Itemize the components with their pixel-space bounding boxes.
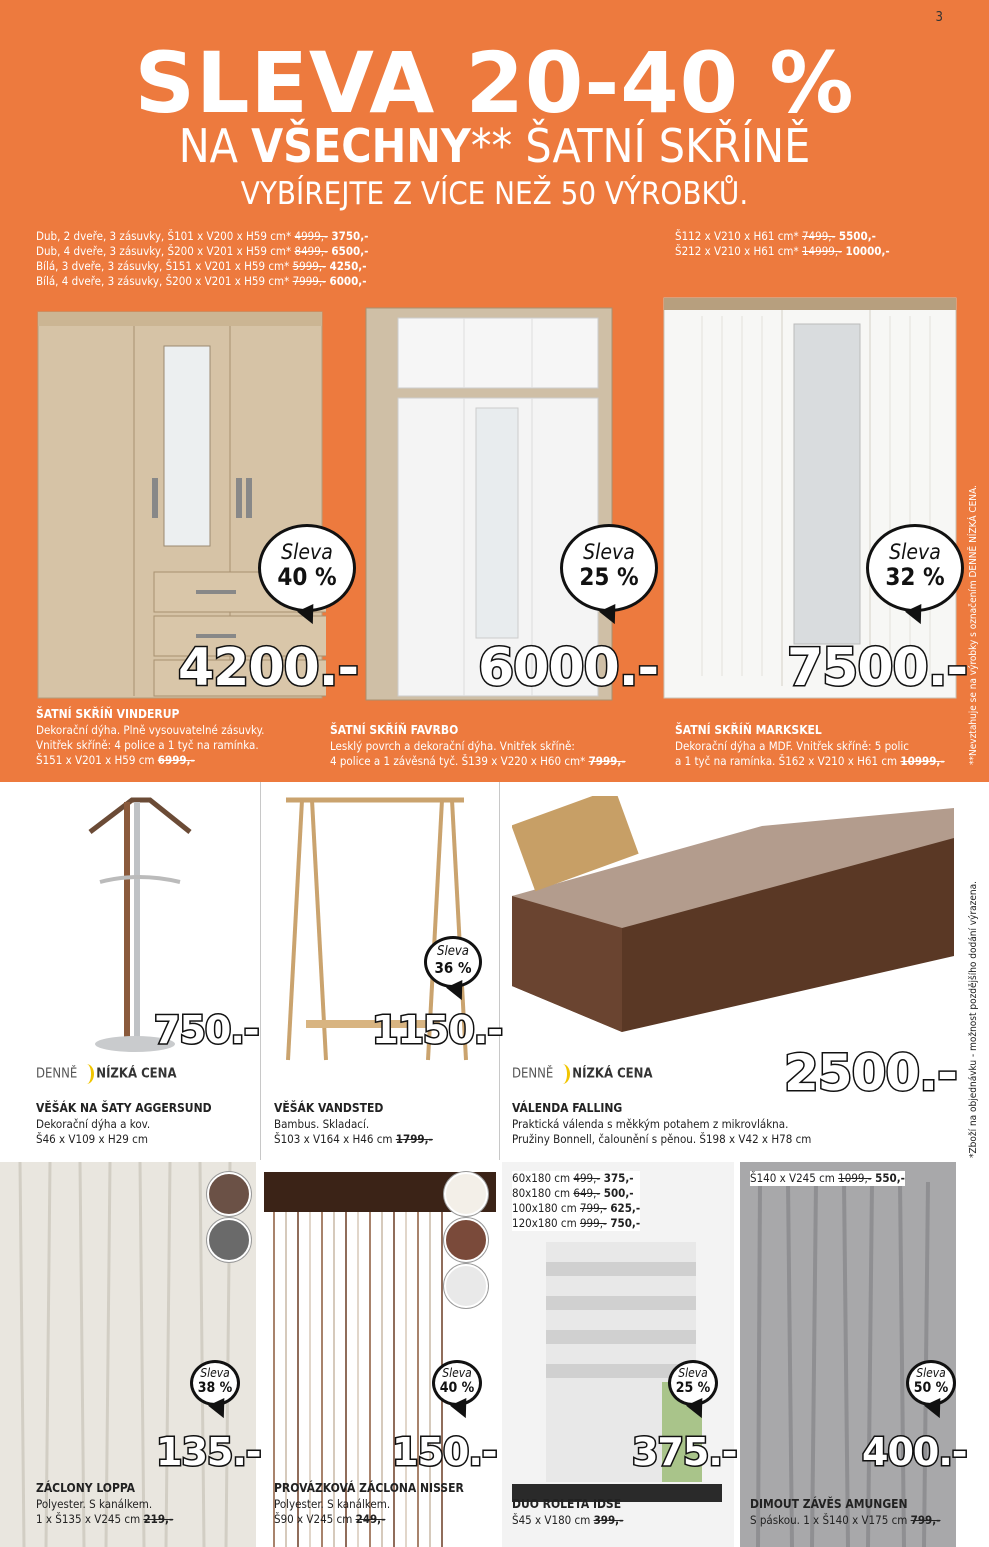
variant-row: Š140 x V245 cm 1099,- 550,- [750, 1171, 905, 1185]
price-tag: 4200.- [178, 638, 359, 698]
side-note: **Nevztahuje se na výrobky s označením DENNĚ NÍZKÁ CENA. [968, 485, 979, 765]
variant-row: 60x180 cm 499,- 375,- [512, 1171, 634, 1185]
product-title: ŠATNÍ SKŘÍŇ FAVRBO [330, 723, 459, 737]
color-swatch-brown[interactable] [444, 1218, 488, 1262]
variant-row: Bílá, 4 dveře, 3 zásuvky, Š200 x V201 x H59 cm* 7999,- 6000,- [36, 274, 367, 288]
product-description: Praktická válenda s měkkým potahem z mikrovlákna. Pružiny Bonnell, čalounění s pěnou. Š198 x V42 x H78 cm [512, 1117, 812, 1146]
discount-badge: Sleva 25 % [560, 524, 658, 612]
headline-tagline: VYBÍREJTE Z VÍCE NEŽ 50 VÝROBKŮ. [240, 176, 749, 212]
product-description: Lesklý povrch a dekorační dýha. Vnitřek skříně: 4 police a 1 závěsná tyč. Š139 x V220 x H60 cm* 7999,- [330, 739, 626, 768]
product-title: ZÁCLONY LOPPA [36, 1481, 136, 1495]
product-description: Polyester. S kanálkem. Š90 x V245 cm 249,- [274, 1497, 391, 1526]
discount-badge: Sleva 38 % [190, 1360, 240, 1406]
product-description: Dekorační dýha a kov. Š46 x V109 x H29 cm [36, 1117, 151, 1146]
discount-badge: Sleva 25 % [668, 1360, 718, 1406]
product-title: VĚŠÁK NA ŠATY AGGERSUND [36, 1101, 212, 1115]
price-tag: 7500.- [787, 638, 968, 698]
variant-row: Š212 x V210 x H61 cm* 14999,- 10000,- [675, 244, 890, 258]
price-tag: 135.- [156, 1430, 261, 1474]
product-description: S páskou. 1 x Š140 x V175 cm 799,- [750, 1513, 941, 1527]
price-tag: 750.- [154, 1008, 259, 1052]
variant-row: Dub, 4 dveře, 3 zásuvky, Š200 x V201 x H59 cm* 8499,- 6500,- [36, 244, 369, 258]
product-description: Š45 x V180 cm 399,- [512, 1513, 624, 1527]
product-description: Polyester. S kanálkem. 1 x Š135 x V245 cm 219,- [36, 1497, 174, 1526]
product-description: Bambus. Skladací. Š103 x V164 x H46 cm 1799,- [274, 1117, 433, 1146]
price-tag: 150.- [392, 1430, 497, 1474]
discount-badge: Sleva 40 % [432, 1360, 482, 1406]
discount-badge: Sleva 40 % [258, 524, 356, 612]
dimout-curtain-image [740, 1162, 956, 1547]
divider [260, 782, 261, 1160]
sofa-bed-image [512, 796, 954, 1036]
vinderup-variant-list [36, 229, 368, 289]
color-swatch-white[interactable] [444, 1172, 488, 1216]
color-swatch-grey[interactable] [207, 1218, 251, 1262]
discount-badge: Sleva 36 % [424, 936, 482, 988]
product-title: DUO ROLETA IDSE [512, 1497, 622, 1511]
price-tag: 1150.- [372, 1008, 502, 1052]
price-tag: 400.- [862, 1430, 967, 1474]
headline-subtitle: NA VŠECHNY** ŠATNÍ SKŘÍNĚ [178, 119, 811, 173]
product-title: ŠATNÍ SKŘÍŇ MARKSKEL [675, 723, 822, 737]
variant-row: 80x180 cm 649,- 500,- [512, 1186, 634, 1200]
product-title: DIMOUT ZÁVĚS AMUNGEN [750, 1497, 908, 1511]
markskel-variant-list [675, 229, 890, 259]
headline-discount: SLEVA 20-40 % [134, 34, 855, 132]
side-note: *Zboží na objednávku - možnost pozdějšího dodání výrazena. [968, 881, 979, 1158]
page-number: 3 [935, 10, 943, 25]
product-title: VÁLENDA FALLING [512, 1101, 623, 1115]
denne-nizka-cena-logo: DENNĚ NÍZKÁ CENA [512, 1064, 653, 1084]
product-title: VĚŠÁK VANDSTED [274, 1101, 384, 1115]
price-tag: 6000.- [478, 638, 659, 698]
denne-nizka-cena-logo: DENNĚ NÍZKÁ CENA [36, 1064, 177, 1084]
product-title: ŠATNÍ SKŘÍŇ VINDERUP [36, 707, 180, 721]
price-tag: 375.- [632, 1430, 737, 1474]
variant-row: 100x180 cm 799,- 625,- [512, 1201, 641, 1215]
product-title: PROVÁZKOVÁ ZÁCLONA NISSER [274, 1481, 464, 1495]
discount-badge: Sleva 32 % [866, 524, 964, 612]
price-tag: 2500.- [784, 1044, 957, 1102]
color-swatch-brown[interactable] [207, 1172, 251, 1216]
roleta-size-list [512, 1171, 640, 1231]
color-swatch-light[interactable] [444, 1264, 488, 1308]
variant-row: 120x180 cm 999,- 750,- [512, 1216, 641, 1230]
product-description: Dekorační dýha a MDF. Vnitřek skříně: 5 polic a 1 tyč na ramínka. Š162 x V210 x H61 cm 10999,- [675, 739, 945, 768]
discount-badge: Sleva 50 % [906, 1360, 956, 1406]
variant-row: Bílá, 3 dveře, 3 zásuvky, Š151 x V201 x H59 cm* 5999,- 4250,- [36, 259, 367, 273]
variant-row: Š112 x V210 x H61 cm* 7499,- 5500,- [675, 229, 876, 243]
variant-row: Dub, 2 dveře, 3 zásuvky, Š101 x V200 x H59 cm* 4999,- 3750,- [36, 229, 369, 243]
amungen-size-list [750, 1171, 905, 1186]
divider [499, 782, 500, 1160]
product-description: Dekorační dýha. Plně vysouvatelné zásuvky. Vnitřek skříně: 4 police a 1 tyč na ramínka. Š151 x V201 x H59 cm 6999,- [36, 723, 265, 767]
